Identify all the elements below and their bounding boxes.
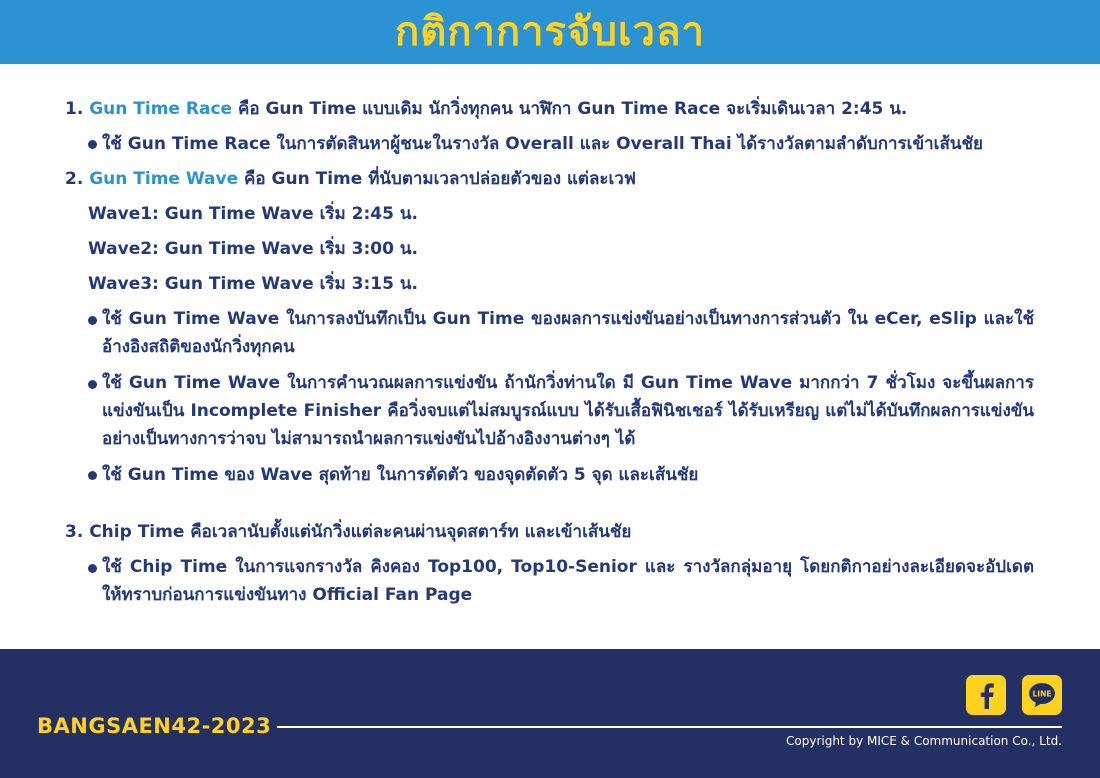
event-brand: BANGSAEN42-2023 — [37, 714, 272, 738]
bullet-dot — [88, 380, 97, 389]
rule-item-2 — [65, 168, 636, 190]
bullet-dot — [88, 564, 97, 573]
line-logo-text: LINE — [1032, 689, 1052, 699]
line-glyph — [1022, 675, 1062, 715]
page-title: กติกาการจับเวลา — [395, 9, 705, 55]
wave-2-line: Wave2: Gun Time Wave เริ่ม 3:00 น. — [88, 239, 418, 259]
item-text: คือ Gun Time แบบเดิม นักวิ่งทุกคน นาฬิกา Gun Time Race จะเริ่มเดินเวลา 2:45 น. — [232, 99, 908, 119]
item-text: คือ Gun Time ที่นับตามเวลาปล่อยตัวของ แต่ละเวฟ — [238, 169, 636, 189]
item-number: 2. — [65, 169, 84, 189]
term-gun-time-race: Gun Time Race — [89, 99, 233, 119]
copyright-text: Copyright by MICE & Communication Co., Ltd. — [786, 734, 1062, 748]
rule-item-2-bullet-2: ใช้ Gun Time Wave ในการคำนวณผลการแข่งขัน ถ้านักวิ่งท่านใด มี Gun Time Wave มากกว่า 7 ชั่วโมง จะขึ้นผลการแข่งขันเป็น Incomplete Finisher คือวิ่งจบแต่ไม่สมบูรณ์แบบ ได้รับเสื้อฟินิชเชอร์ ได้รับเหรียญ แต่ไม่ได้บันทึกผลการแข่งขันอย่างเป็นทางการว่าจบ ไม่สามารถนำผลการแข่งขันไปอ้างอิงงานต่างๆ ได้ — [102, 373, 1034, 449]
bullet-dot — [88, 471, 97, 480]
page-header — [0, 0, 1100, 64]
footer-divider — [277, 726, 1062, 728]
term-gun-time-wave: Gun Time Wave — [89, 169, 239, 189]
bullet-dot — [88, 140, 97, 149]
rule-item-2-bullet-1: ใช้ Gun Time Wave ในการลงบันทึกเป็น Gun Time ของผลการแข่งขันอย่างเป็นทางการส่วนตัว ใน eCer, eSlip และใช้อ้างอิงสถิติของนักวิ่งทุกคน — [102, 309, 1034, 357]
facebook-glyph — [966, 675, 1006, 715]
rule-item-2-bullet-3: ใช้ Gun Time ของ Wave สุดท้าย ในการตัดตัว ของจุดตัดตัว 5 จุด และเส้นชัย — [102, 465, 699, 485]
rule-item-3: 3. Chip Time คือเวลานับตั้งแต่นักวิ่งแต่ละคนผ่านจุดสตาร์ท และเข้าเส้นชัย — [65, 522, 632, 542]
wave-3-line: Wave3: Gun Time Wave เริ่ม 3:15 น. — [88, 274, 418, 294]
line-icon[interactable] — [1022, 675, 1062, 715]
rule-item-1-bullet-1: ใช้ Gun Time Race ในการตัดสินหาผู้ชนะในรางวัล Overall และ Overall Thai ได้รางวัลตามลำดับการเข้าเส้นชัย — [102, 134, 983, 154]
rule-item-1 — [65, 98, 907, 120]
item-number: 1. — [65, 99, 84, 119]
facebook-icon[interactable] — [966, 675, 1006, 715]
wave-1-line: Wave1: Gun Time Wave เริ่ม 2:45 น. — [88, 204, 418, 224]
rule-item-3-bullet-1: ใช้ Chip Time ในการแจกรางวัล คิงคอง Top100, Top10-Senior และ รางวัลกลุ่มอายุ โดยกติกาอย่างละเอียดจะอัปเดตให้ทราบก่อนการแข่งขันทาง Official Fan Page — [102, 557, 1034, 605]
bullet-dot — [88, 316, 97, 325]
